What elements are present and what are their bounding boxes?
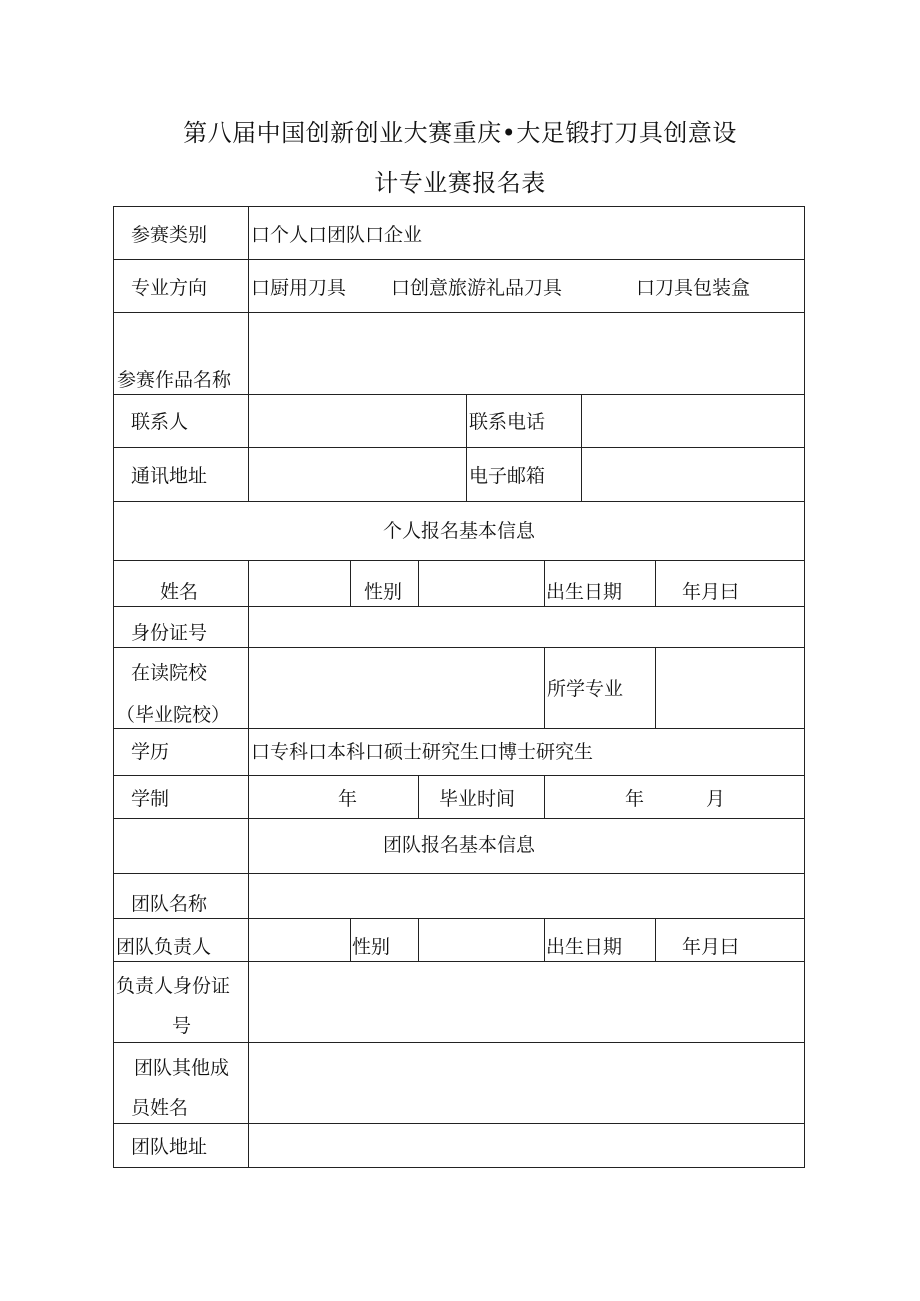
gender-field[interactable]	[419, 561, 544, 606]
column-divider	[418, 775, 419, 818]
column-divider	[466, 394, 467, 501]
graduation-year-unit[interactable]: 年	[625, 788, 645, 810]
major-label: 所学专业	[547, 678, 624, 700]
duration-label: 学制	[131, 788, 170, 810]
column-divider	[655, 560, 656, 606]
team-members-label-cont: 员姓名	[131, 1097, 189, 1119]
address-label: 通讯地址	[131, 465, 208, 487]
row-divider	[114, 259, 804, 260]
school-label: 在读院校	[131, 662, 208, 684]
column-divider	[544, 647, 545, 728]
team-members-field[interactable]	[249, 1043, 804, 1123]
direction-label: 专业方向	[131, 277, 208, 299]
major-field[interactable]	[656, 648, 804, 728]
name-label: 姓名	[160, 581, 199, 603]
team-address-field[interactable]	[249, 1124, 804, 1167]
team-info-section-title: 团队报名基本信息	[382, 834, 535, 856]
team-name-label: 团队名称	[131, 893, 208, 915]
form-title-line-2: 计专业赛报名表	[374, 169, 546, 197]
phone-label: 联系电话	[469, 411, 546, 433]
row-divider	[114, 818, 804, 819]
form-title-line-1: 第八届中国创新创业大赛重庆•大足锻打刀具创意设	[183, 119, 737, 147]
email-field[interactable]	[582, 448, 804, 501]
birth-date-value[interactable]: 年月曰	[682, 581, 740, 603]
team-leader-field[interactable]	[249, 919, 350, 961]
graduation-time-label: 毕业时间	[439, 788, 516, 810]
email-label: 电子邮箱	[469, 465, 546, 487]
team-name-field[interactable]	[249, 874, 804, 918]
work-name-field[interactable]	[249, 313, 804, 394]
row-divider	[114, 501, 804, 502]
contact-label: 联系人	[131, 411, 189, 433]
phone-field[interactable]	[582, 395, 804, 447]
leader-id-label: 负责人身份证	[116, 975, 231, 997]
leader-id-label-cont: 号	[172, 1015, 192, 1037]
leader-gender-label: 性别	[352, 936, 391, 958]
birth-date-label: 出生日期	[546, 581, 623, 603]
name-field[interactable]	[249, 561, 350, 606]
team-members-label: 团队其他成	[134, 1057, 230, 1079]
team-address-label: 团队地址	[131, 1136, 208, 1158]
id-number-field[interactable]	[249, 607, 804, 647]
duration-year-unit[interactable]: 年	[338, 788, 358, 810]
registration-form-table	[113, 206, 805, 1168]
column-divider	[544, 918, 545, 961]
direction-option-knife-box[interactable]: 口刀具包装盒	[636, 277, 751, 299]
team-leader-label: 团队负责人	[116, 936, 212, 958]
column-divider	[544, 775, 545, 818]
row-divider	[114, 775, 804, 776]
leader-birth-date-value[interactable]: 年月曰	[682, 936, 740, 958]
direction-option-gift-knife[interactable]: 口创意旅游礼品刀具	[391, 277, 563, 299]
contact-field[interactable]	[249, 395, 466, 447]
graduation-month-unit[interactable]: 月	[706, 788, 726, 810]
category-options[interactable]: 口个人口团队口企业	[251, 224, 423, 246]
personal-info-section-title: 个人报名基本信息	[382, 520, 535, 542]
column-divider	[544, 560, 545, 606]
column-divider	[655, 918, 656, 961]
leader-gender-field[interactable]	[419, 919, 544, 961]
address-field[interactable]	[249, 448, 466, 501]
work-name-label: 参赛作品名称	[117, 369, 232, 391]
column-divider	[350, 918, 351, 961]
leader-id-field[interactable]	[249, 962, 804, 1042]
direction-option-kitchen-knife[interactable]: 口厨用刀具	[251, 277, 347, 299]
column-divider	[350, 560, 351, 606]
education-label: 学历	[131, 741, 170, 763]
row-divider	[114, 728, 804, 729]
education-options[interactable]: 口专科口本科口硕士研究生口博士研究生	[251, 741, 594, 763]
category-label: 参赛类别	[131, 224, 208, 246]
id-number-label: 身份证号	[131, 622, 208, 644]
school-field[interactable]	[249, 648, 544, 728]
school-label-graduated: （毕业院校）	[116, 704, 231, 726]
leader-birth-date-label: 出生日期	[546, 936, 623, 958]
gender-label: 性别	[364, 581, 403, 603]
